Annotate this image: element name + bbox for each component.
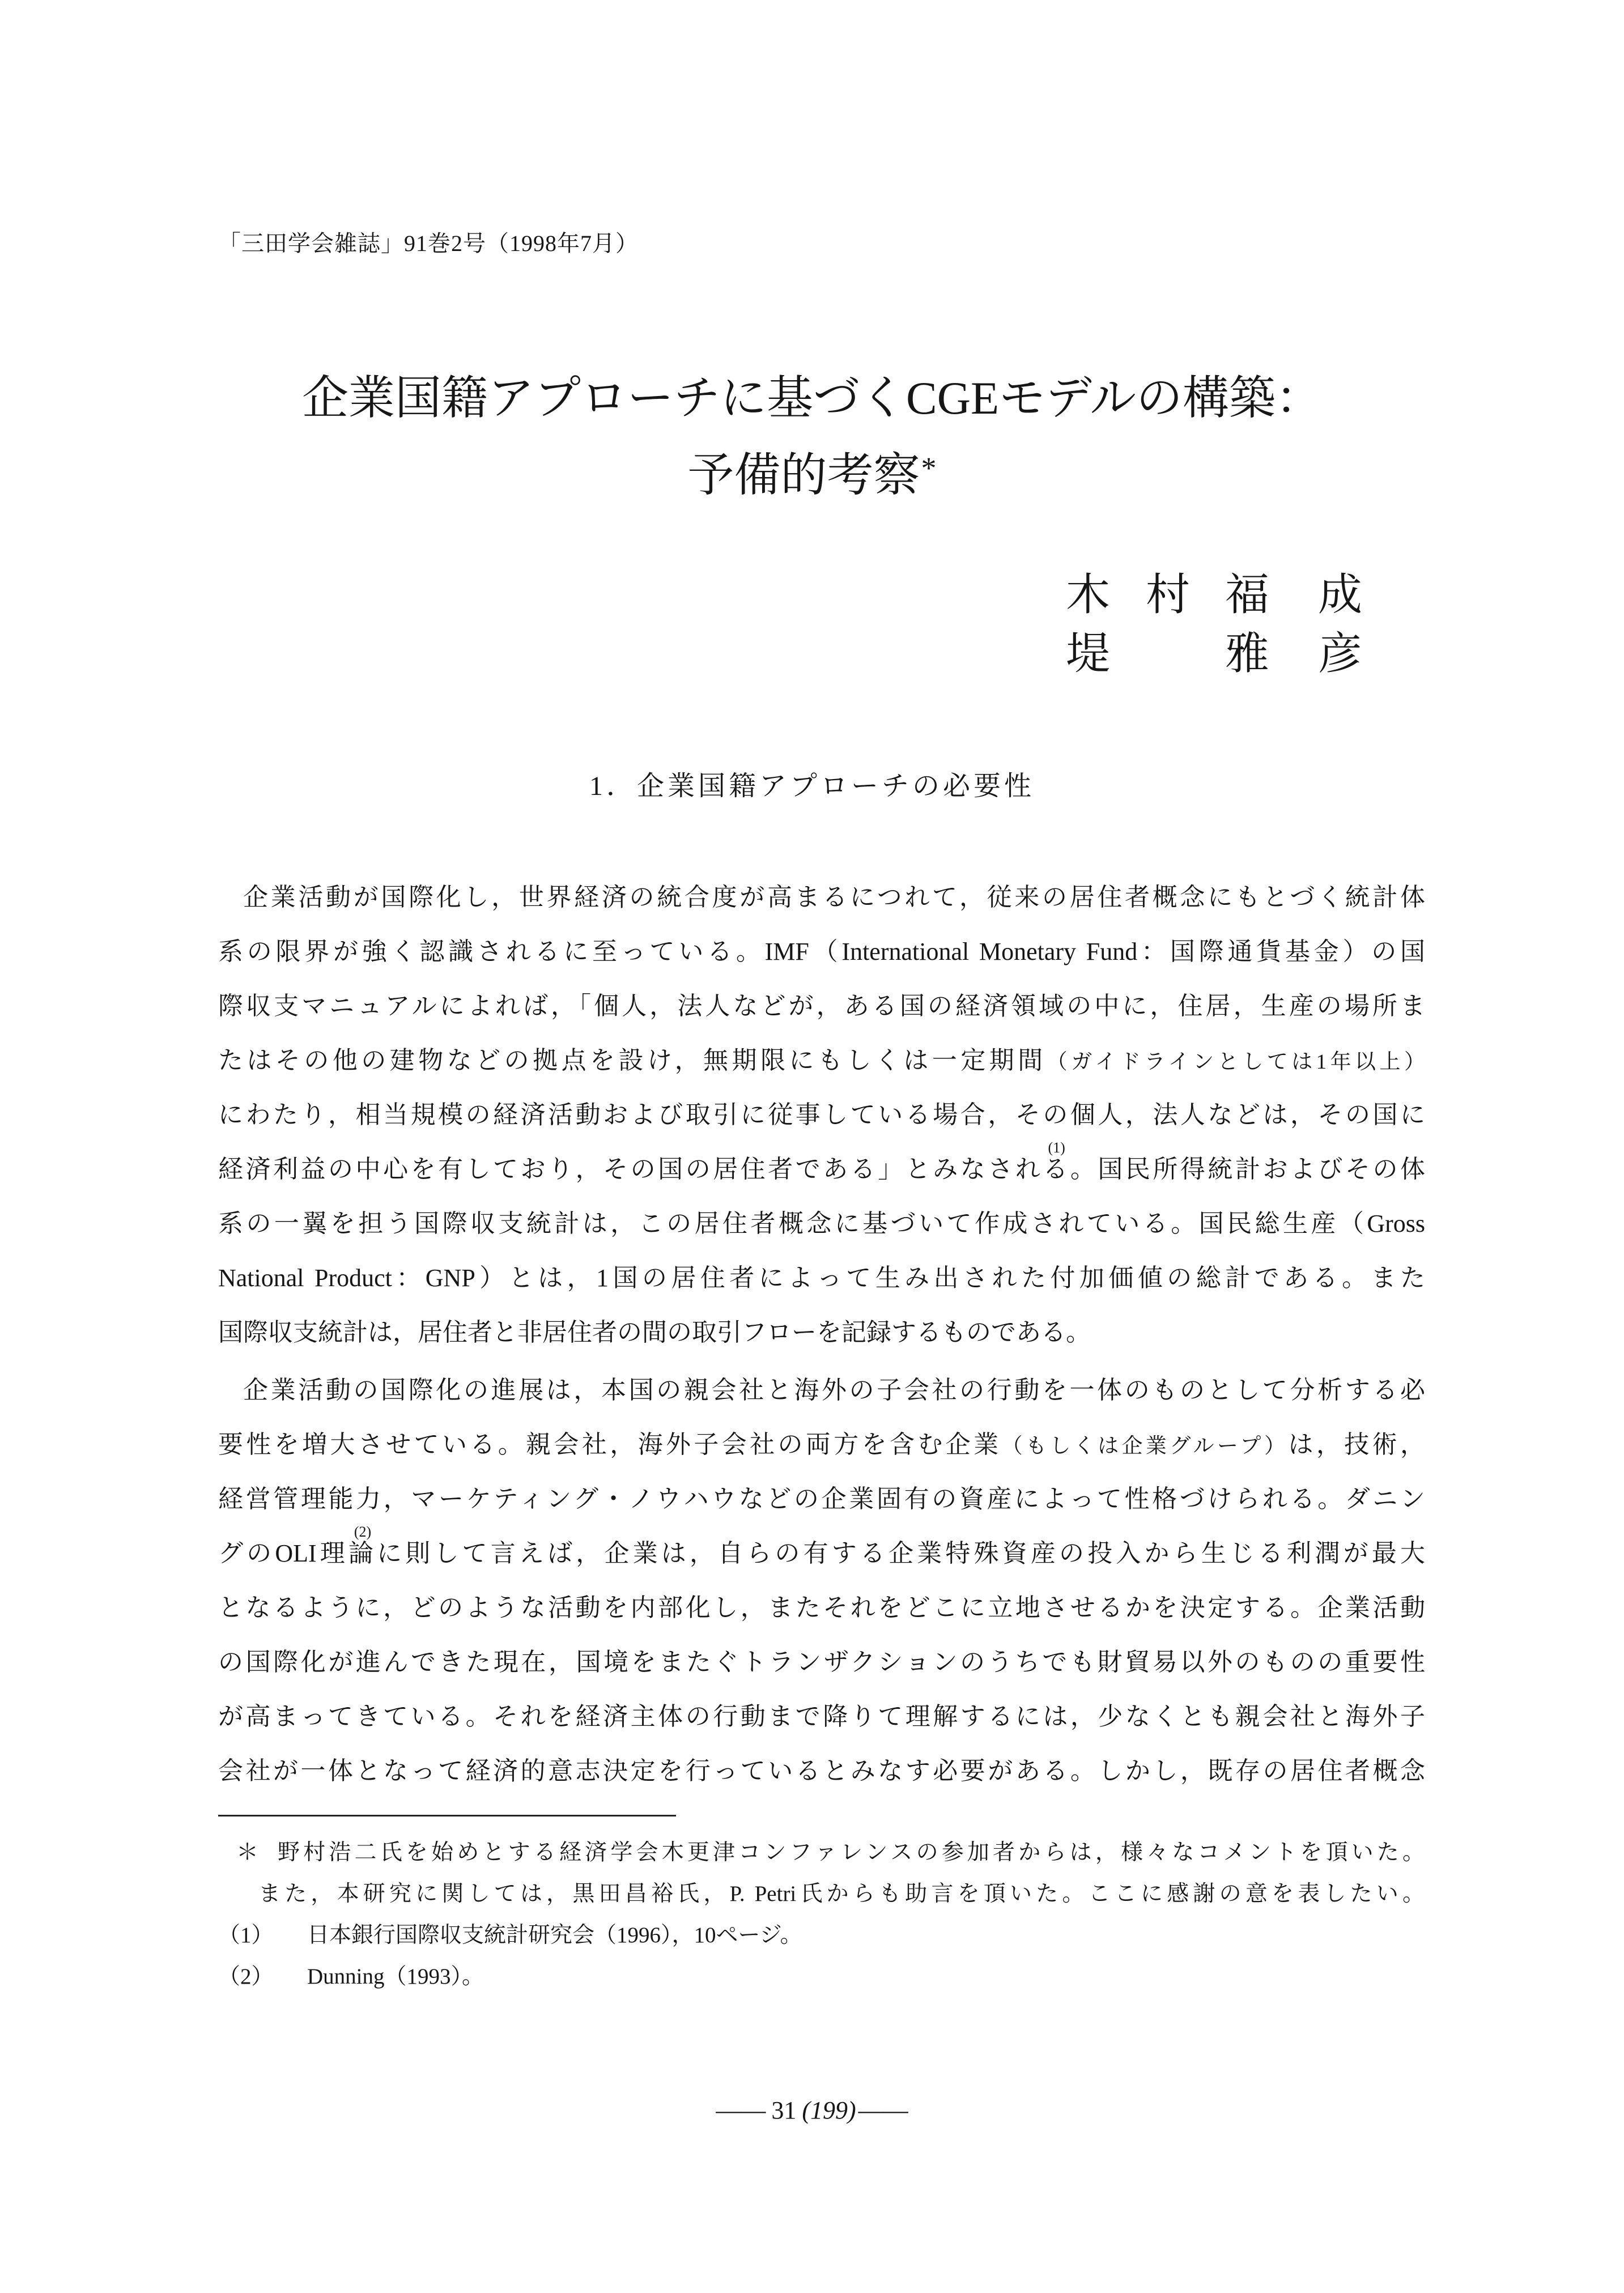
- parenthetical-small: （もしくは企業グループ）: [1001, 1435, 1289, 1458]
- title-line-1: 企業国籍アプローチに基づくCGEモデルの構築：: [302, 372, 1322, 424]
- body-line: 系の一翼を担う国際収支統計は，この居住者概念に基づいて作成されている。国民総生産（Gross: [218, 1210, 1425, 1237]
- body-line: [218, 1139, 1426, 1197]
- body-line-text: グのOLI理: [218, 1539, 348, 1567]
- footnote-rule: [218, 1815, 676, 1816]
- author-1-family-name: 木村: [1066, 570, 1226, 619]
- body-line: 系の限界が強く認識されるに至っている。IMF（International Monetary Fund：国際通貨基金）の国: [218, 938, 1425, 965]
- body-line: [218, 1418, 1425, 1472]
- body-line: National Product：GNP）とは，1国の居住者によって生み出された付加価値の総計である。また: [218, 1264, 1425, 1292]
- body-line: の国際化が進んできた現在，国境をまたぐトランザクションのうちでも財貿易以外のものの重要性: [218, 1648, 1425, 1676]
- body-text: [218, 870, 1425, 1798]
- body-line: [218, 1033, 1425, 1088]
- body-line: 経営管理能力，マーケティング・ノウハウなどの企業固有の資産によって性格づけられる。ダニン: [218, 1485, 1425, 1513]
- parenthetical-small: （ガイドラインとしては1年以上）: [1046, 1050, 1425, 1074]
- title-line-2-text: 予備的考察: [687, 449, 920, 501]
- paragraph-2: [218, 1363, 1425, 1798]
- body-line: が高まってきている。それを経済主体の行動まで降りて理解するには，少なくとも親会社と海外子: [218, 1703, 1425, 1730]
- body-line-text: たはその他の建物などの拠点を設け，無期限にもしくは一定期間: [218, 1046, 1047, 1074]
- body-line: 国際収支統計は，居住者と非居住者の間の取引フローを記録するものである。: [218, 1318, 1091, 1346]
- footnote-2-text: Dunning（1993）。: [307, 1964, 484, 1989]
- footnote-anchor: [1043, 1139, 1070, 1183]
- body-line: [218, 1526, 1425, 1581]
- original-page-number: (199): [802, 2096, 856, 2124]
- body-line-text: 経済利益の中心を有しており，その国の居住者である」とみなされ: [218, 1155, 1043, 1183]
- footnote-anchor-char: 論: [348, 1539, 377, 1567]
- footnote-1-text: 日本銀行国際収支統計研究会（1996），10ページ。: [307, 1923, 802, 1947]
- section-heading: [0, 769, 1624, 803]
- footnote-ref-2: (2): [354, 1524, 372, 1540]
- footnote-star-line-2: また，本研究に関しては，黒田昌裕氏，P. Petri氏からも助言を頂いた。ここに感謝の意を表したい。: [258, 1882, 1425, 1906]
- footnote-1-mark: （1）: [218, 1923, 274, 1947]
- body-line: 企業活動の国際化の進展は，本国の親会社と海外の子会社の行動を一体のものとして分析する必: [243, 1376, 1425, 1404]
- body-line: にわたり，相当規模の経済活動および取引に従事している場合，その個人，法人などは，その国に: [218, 1101, 1425, 1129]
- section-title: 企業国籍アプローチの必要性: [637, 771, 1035, 801]
- body-line: 会社が一体となって経済的意志決定を行っているとみなす必要がある。しかし，既存の居住者概念: [218, 1757, 1425, 1785]
- footnote-anchor-char: る: [1043, 1155, 1070, 1183]
- body-line: となるように，どのような活動を内部化し，またそれをどこに立地させるかを決定する。企業活動: [218, 1594, 1425, 1622]
- page-footer: [0, 2094, 1624, 2128]
- body-line-text: は，技術，: [1288, 1431, 1426, 1458]
- title-footnote-mark: *: [921, 451, 937, 485]
- footnote-2-mark: （2）: [218, 1964, 274, 1989]
- body-line-text: 要性を増大させている。親会社，海外子会社の両方を含む企業: [218, 1431, 1002, 1458]
- body-line: 企業活動が国際化し，世界経済の統合度が高まるにつれて，従来の居住者概念にもとづく統計体: [243, 883, 1425, 911]
- author-2-family-name: 堤: [1066, 629, 1111, 678]
- footnote-ref-1: (1): [1048, 1139, 1065, 1156]
- section-number: 1．: [589, 771, 637, 801]
- footer-dash-right: ——: [858, 2096, 908, 2124]
- footer-dash-left: ——: [716, 2096, 766, 2124]
- page-number: 31: [771, 2096, 797, 2124]
- body-line-text: に則して言えば，企業は，自らの有する企業特殊資産の投入から生じる利潤が最大: [377, 1539, 1426, 1567]
- footnote-anchor: [348, 1524, 377, 1567]
- title-line-2: [0, 447, 1624, 509]
- author-2-given-name: 雅彦: [1225, 629, 1412, 678]
- footnote-star-mark: ＊: [236, 1840, 259, 1865]
- body-line: 際収支マニュアルによれば，「個人，法人などが，ある国の経済領域の中に，住居，生産の場所ま: [218, 992, 1425, 1020]
- footnote-star-line-1: 野村浩二氏を始めとする経済学会木更津コンファレンスの参加者からは，様々なコメントを頂いた。: [278, 1840, 1425, 1865]
- paragraph-1: [218, 870, 1425, 1360]
- body-line-text: 。国民所得統計およびその体: [1070, 1155, 1426, 1183]
- author-1-given-name: 福成: [1225, 570, 1412, 619]
- journal-header: 「三田学会雑誌」91巻2号（1998年7月）: [218, 231, 639, 256]
